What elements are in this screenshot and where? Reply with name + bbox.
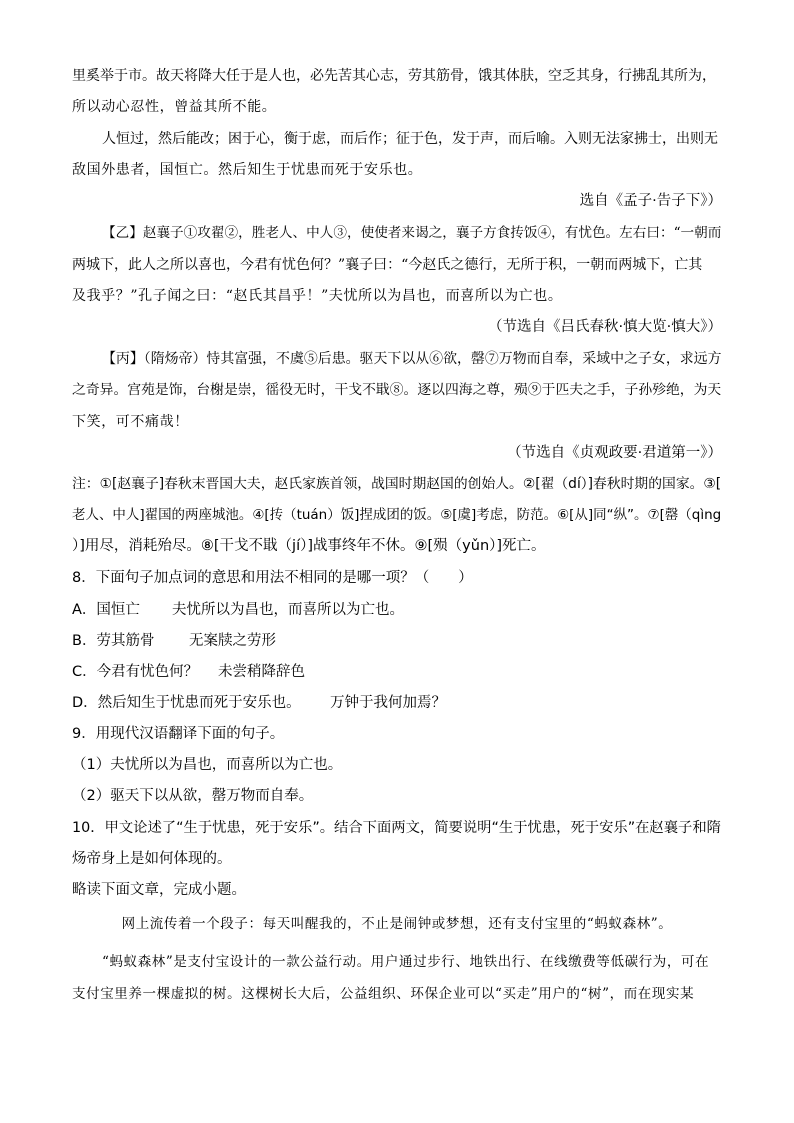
reading-instruction: 略读下面文章，完成小题。: [72, 882, 246, 898]
passage-bing-line: 之奇异。宫苑是饰，台榭是崇，徭役无时，干戈不戢⑧。逐以四海之尊，殒⑨于匹夫之手，子孙殄绝，为天: [72, 382, 722, 398]
reading-lead: 网上流传着一个段子：每天叫醒我的，不止是闹钟或梦想，还有支付宝里的“蚂蚁森林”。: [121, 916, 673, 932]
option-c-text: 未尝稍降辞色: [218, 664, 305, 680]
option-b-text: 无案牍之劳形: [189, 633, 276, 649]
question-8-option-b: [72, 631, 722, 651]
passage-bing-line: 下笑，可不痛哉！: [72, 414, 189, 430]
notes-line: 老人、中人]翟国的两座城池。④[抟（tuán）饭]捏成团的饭。⑤[虞]考虑，防范。⑥[从]同“纵”。⑦[罄（qìng: [72, 507, 722, 523]
passage-yi-line: 【乙】赵襄子①攻翟②，胜老人、中人③，使使者来谒之，襄子方食抟饭④，有忧色。左右曰：“一朝而: [102, 225, 722, 241]
question-10-line: 炀帝身上是如何体现的。: [72, 851, 232, 867]
reading-paragraph-line: 支付宝里养一棵虚拟的树。这棵树长大后，公益组织、环保企业可以“买走”用户的“树”，而在现实某: [72, 986, 695, 1002]
option-b-label: B．劳其筋骨: [72, 633, 155, 649]
question-8-stem: 8．下面句子加点词的意思和用法不相同的是哪一项？（ ）: [72, 570, 473, 586]
question-9-sentence-2: （2）驱天下以从欲，罄万物而自奉。: [72, 788, 314, 804]
question-8-option-a: [72, 600, 722, 620]
passage-jia-line: 所以动心忍性，曾益其所不能。: [72, 99, 277, 115]
option-c-label: C．今君有忧色何？: [72, 664, 199, 680]
notes-line: ）]用尽，消耗殆尽。⑧[干戈不戢（jí）]战事终年不休。⑨[殒（yǔn）]死亡。: [72, 538, 546, 554]
reading-paragraph-line: “蚂蚁森林”是支付宝设计的一款公益行动。用户通过步行、地铁出行、在线缴费等低碳行为，可在: [102, 954, 710, 970]
passage-yi-source: （节选自《吕氏春秋·慎大览·慎大》）: [488, 319, 722, 335]
question-9-stem: 9．用现代汉语翻译下面的句子。: [72, 726, 285, 742]
notes-line: 注：①[赵襄子]春秋末晋国大夫，赵氏家族首领，战国时期赵国的创始人。②[翟（dí）]春秋时期的国家。③[: [72, 476, 722, 492]
passage-bing-line: 【丙】（隋炀帝）恃其富强，不虞⑤后患。驱天下以从⑥欲，罄⑦万物而自奉，采域中之子女，求远方: [102, 351, 722, 367]
question-8-option-d: [72, 693, 722, 713]
option-d-text: 万钟于我何加焉？: [330, 695, 446, 711]
question-10-line: 10．甲文论述了“生于忧患，死于安乐”。结合下面两文，简要说明“生于忧患，死于安乐”在赵襄子和隋: [72, 820, 721, 836]
question-9-sentence-1: （1）夫忧所以为昌也，而喜所以为亡也。: [72, 757, 343, 773]
passage-jia-line: 人恒过，然后能改；困于心，衡于虑，而后作；征于色，发于声，而后喻。入则无法家拂士，出则无: [102, 131, 718, 147]
passage-jia-source: 选自《孟子·告子下》）: [579, 193, 722, 209]
passage-yi-line: 及我乎？”孔子闻之曰：“赵氏其昌乎！”夫忧所以为昌也，而喜所以为亡也。: [72, 288, 563, 304]
passage-jia-line: 里奚举于市。故天将降大任于是人也，必先苦其心志，劳其筋骨，饿其体肤，空乏其身，行拂乱其所为，: [72, 68, 716, 84]
passage-bing-source: （节选自《贞观政要·君道第一》）: [507, 445, 722, 461]
passage-jia-line: 敌国外患者，国恒亡。然后知生于忧患而死于安乐也。: [72, 162, 423, 178]
passage-yi-line: 两城下，此人之所以喜也，今君有忧色何？”襄子曰：“今赵氏之德行，无所于积，一朝而两城下，亡其: [72, 257, 703, 273]
option-a-label: A．国恒亡: [72, 602, 140, 618]
option-a-text: 夫忧所以为昌也，而喜所以为亡也。: [172, 602, 404, 618]
question-8-option-c: [72, 662, 722, 682]
option-d-label: D．然后知生于忧患而死于安乐也。: [72, 695, 301, 711]
